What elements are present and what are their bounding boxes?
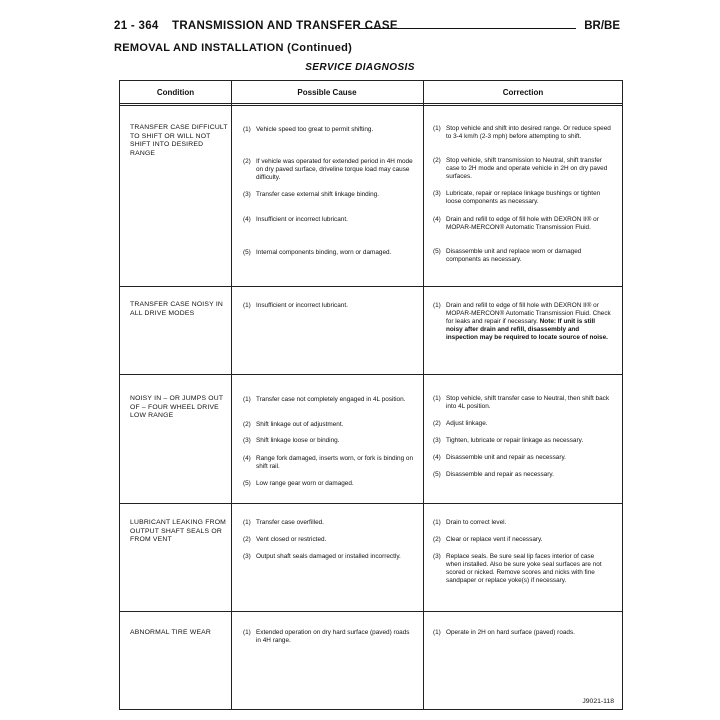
item-number: (2)	[433, 157, 441, 164]
item-text: Transfer case external shift linkage binding.	[256, 191, 380, 198]
correction-item	[433, 437, 611, 445]
item-number: (4)	[433, 454, 441, 461]
cause-item	[243, 553, 413, 561]
chapter-title: TRANSMISSION AND TRANSFER CASE	[172, 20, 398, 32]
cause-item	[243, 536, 413, 544]
item-text: Drain and refill to edge of fill hole with DEXRON II® or MOPAR-MERCON® Automatic Transmission Fluid. Check for leaks and repair if necessary.	[446, 302, 611, 325]
header-rule	[360, 28, 576, 29]
section-title: REMOVAL AND INSTALLATION (Continued)	[114, 42, 353, 54]
item-number: (1)	[433, 125, 441, 132]
item-number: (1)	[243, 396, 251, 403]
header-divider	[120, 103, 622, 106]
item-number: (3)	[433, 190, 441, 197]
page-header	[114, 20, 620, 36]
item-text: Disassemble and repair as necessary.	[446, 471, 554, 478]
cause-item	[243, 249, 413, 257]
correction-item	[433, 629, 611, 637]
item-text: Low range gear worn or damaged.	[256, 480, 354, 487]
correction-item	[433, 395, 611, 411]
cause-item	[243, 629, 413, 645]
cause-item	[243, 519, 413, 527]
figure-code: J9021-118	[582, 698, 614, 705]
item-text: Disassemble unit and replace worn or damaged components as necessary.	[446, 248, 582, 263]
item-number: (4)	[243, 455, 251, 462]
item-text: Clear or replace vent if necessary.	[446, 536, 543, 543]
item-text: Extended operation on dry hard surface (paved) roads in 4H range.	[256, 629, 410, 644]
item-text: Disassemble unit and repair as necessary.	[446, 454, 566, 461]
item-number: (1)	[433, 519, 441, 526]
cause-item	[243, 421, 413, 429]
page-number: 21 - 364	[114, 20, 159, 32]
item-number: (4)	[243, 216, 251, 223]
correction-item	[433, 157, 611, 181]
item-text: Drain and refill to edge of fill hole with DEXRON II® or MOPAR-MERCON® Automatic Transmission Fluid.	[446, 216, 599, 231]
item-number: (1)	[433, 629, 441, 636]
item-number: (5)	[433, 471, 441, 478]
item-number: (2)	[433, 420, 441, 427]
item-text: Transfer case overfilled.	[256, 519, 324, 526]
item-number: (3)	[433, 437, 441, 444]
correction-item	[433, 553, 611, 585]
correction-item	[433, 519, 611, 527]
correction-item	[433, 125, 611, 141]
correction-item	[433, 471, 611, 479]
cause-item	[243, 126, 413, 134]
item-text: Output shaft seals damaged or installed incorrectly.	[256, 553, 401, 560]
item-number: (3)	[433, 553, 441, 560]
item-text: Adjust linkage.	[446, 420, 488, 427]
correction-item	[433, 190, 611, 206]
diagnosis-table	[119, 80, 623, 710]
cause-item	[243, 216, 413, 224]
item-number: (1)	[243, 519, 251, 526]
table-title: SERVICE DIAGNOSIS	[305, 62, 415, 73]
item-text: Insufficient or incorrect lubricant.	[256, 216, 348, 223]
condition-cell: ABNORMAL TIRE WEAR	[130, 629, 212, 636]
item-text: If vehicle was operated for extended period in 4H mode on dry paved surface, driveline torque load may cause difficulty.	[256, 158, 413, 181]
item-text: Stop vehicle and shift into desired range. Or reduce speed to 3-4 km/h (2-3 mph) before attempting to shift.	[446, 125, 611, 140]
item-number: (1)	[243, 302, 251, 309]
cause-item	[243, 302, 413, 310]
row-divider	[120, 286, 622, 287]
item-text: Vent closed or restricted.	[256, 536, 327, 543]
cause-item	[243, 158, 413, 182]
item-text: Stop vehicle, shift transmission to Neutral, shift transfer case to 2H mode and operate vehicle in 2H on dry paved surfaces.	[446, 157, 608, 180]
correction-item	[433, 216, 611, 232]
item-text: Tighten, lubricate or repair linkage as necessary.	[446, 437, 584, 444]
item-text: Shift linkage out of adjustment.	[256, 421, 344, 428]
item-text: Range fork damaged, inserts worn, or fork is binding on shift rail.	[256, 455, 414, 470]
item-text: Shift linkage loose or binding.	[256, 437, 340, 444]
cause-item	[243, 437, 413, 445]
item-number: (2)	[243, 421, 251, 428]
correction-item	[433, 420, 611, 428]
column-divider	[423, 81, 424, 709]
item-number: (5)	[243, 480, 251, 487]
item-number: (2)	[433, 536, 441, 543]
item-number: (1)	[433, 302, 441, 309]
condition-cell: LUBRICANT LEAKING FROM OUTPUT SHAFT SEALS OR FROM VENT	[130, 519, 227, 543]
item-number: (4)	[433, 216, 441, 223]
condition-cell: TRANSFER CASE NOISY IN ALL DRIVE MODES	[130, 301, 224, 317]
item-number: (1)	[243, 126, 251, 133]
model-code: BR/BE	[584, 20, 620, 32]
column-header-cause: Possible Cause	[297, 88, 357, 97]
item-number: (5)	[433, 248, 441, 255]
item-text: Transfer case not completely engaged in 4L position.	[256, 396, 406, 403]
item-text: Insufficient or incorrect lubricant.	[256, 302, 348, 309]
cause-item	[243, 455, 413, 471]
item-text: Lubricate, repair or replace linkage bushings or tighten loose components as necessary.	[446, 190, 601, 205]
column-header-condition: Condition	[156, 88, 195, 97]
column-divider	[231, 81, 232, 709]
correction-item	[433, 302, 611, 342]
correction-note: Note: If unit is still noisy after drain and refill, disassembly and inspection may be required to locate source of noise.	[446, 318, 608, 341]
item-text: Drain to correct level.	[446, 519, 507, 526]
correction-item	[433, 536, 611, 544]
row-divider	[120, 374, 622, 375]
item-number: (2)	[243, 158, 251, 165]
item-text: Stop vehicle, shift transfer case to Neutral, then shift back into 4L position.	[446, 395, 610, 410]
item-text: Vehicle speed too great to permit shifting.	[256, 126, 374, 133]
item-number: (5)	[243, 249, 251, 256]
cause-item	[243, 191, 413, 199]
cause-item	[243, 480, 413, 488]
cause-item	[243, 396, 413, 404]
condition-cell: NOISY IN – OR JUMPS OUT OF – FOUR WHEEL DRIVE LOW RANGE	[130, 395, 224, 419]
column-header-correction: Correction	[502, 88, 544, 97]
condition-cell: TRANSFER CASE DIFFICULT TO SHIFT OR WILL NOT SHIFT INTO DESIRED RANGE	[130, 124, 228, 157]
correction-item	[433, 248, 611, 264]
item-number: (3)	[243, 553, 251, 560]
item-number: (2)	[243, 536, 251, 543]
correction-item	[433, 454, 611, 462]
row-divider	[120, 611, 622, 612]
item-number: (3)	[243, 437, 251, 444]
item-text: Internal components binding, worn or damaged.	[256, 249, 392, 256]
row-divider	[120, 503, 622, 504]
item-number: (3)	[243, 191, 251, 198]
item-text: Replace seals. Be sure seal lip faces interior of case when installed. Also be sure yoke seal surfaces are not scored or nicked. Remove scores and nicks with fine sandpaper or replace yoke(s) if necessary.	[446, 553, 602, 584]
item-number: (1)	[243, 629, 251, 636]
item-text: Operate in 2H on hard surface (paved) roads.	[446, 629, 575, 636]
item-number: (1)	[433, 395, 441, 402]
